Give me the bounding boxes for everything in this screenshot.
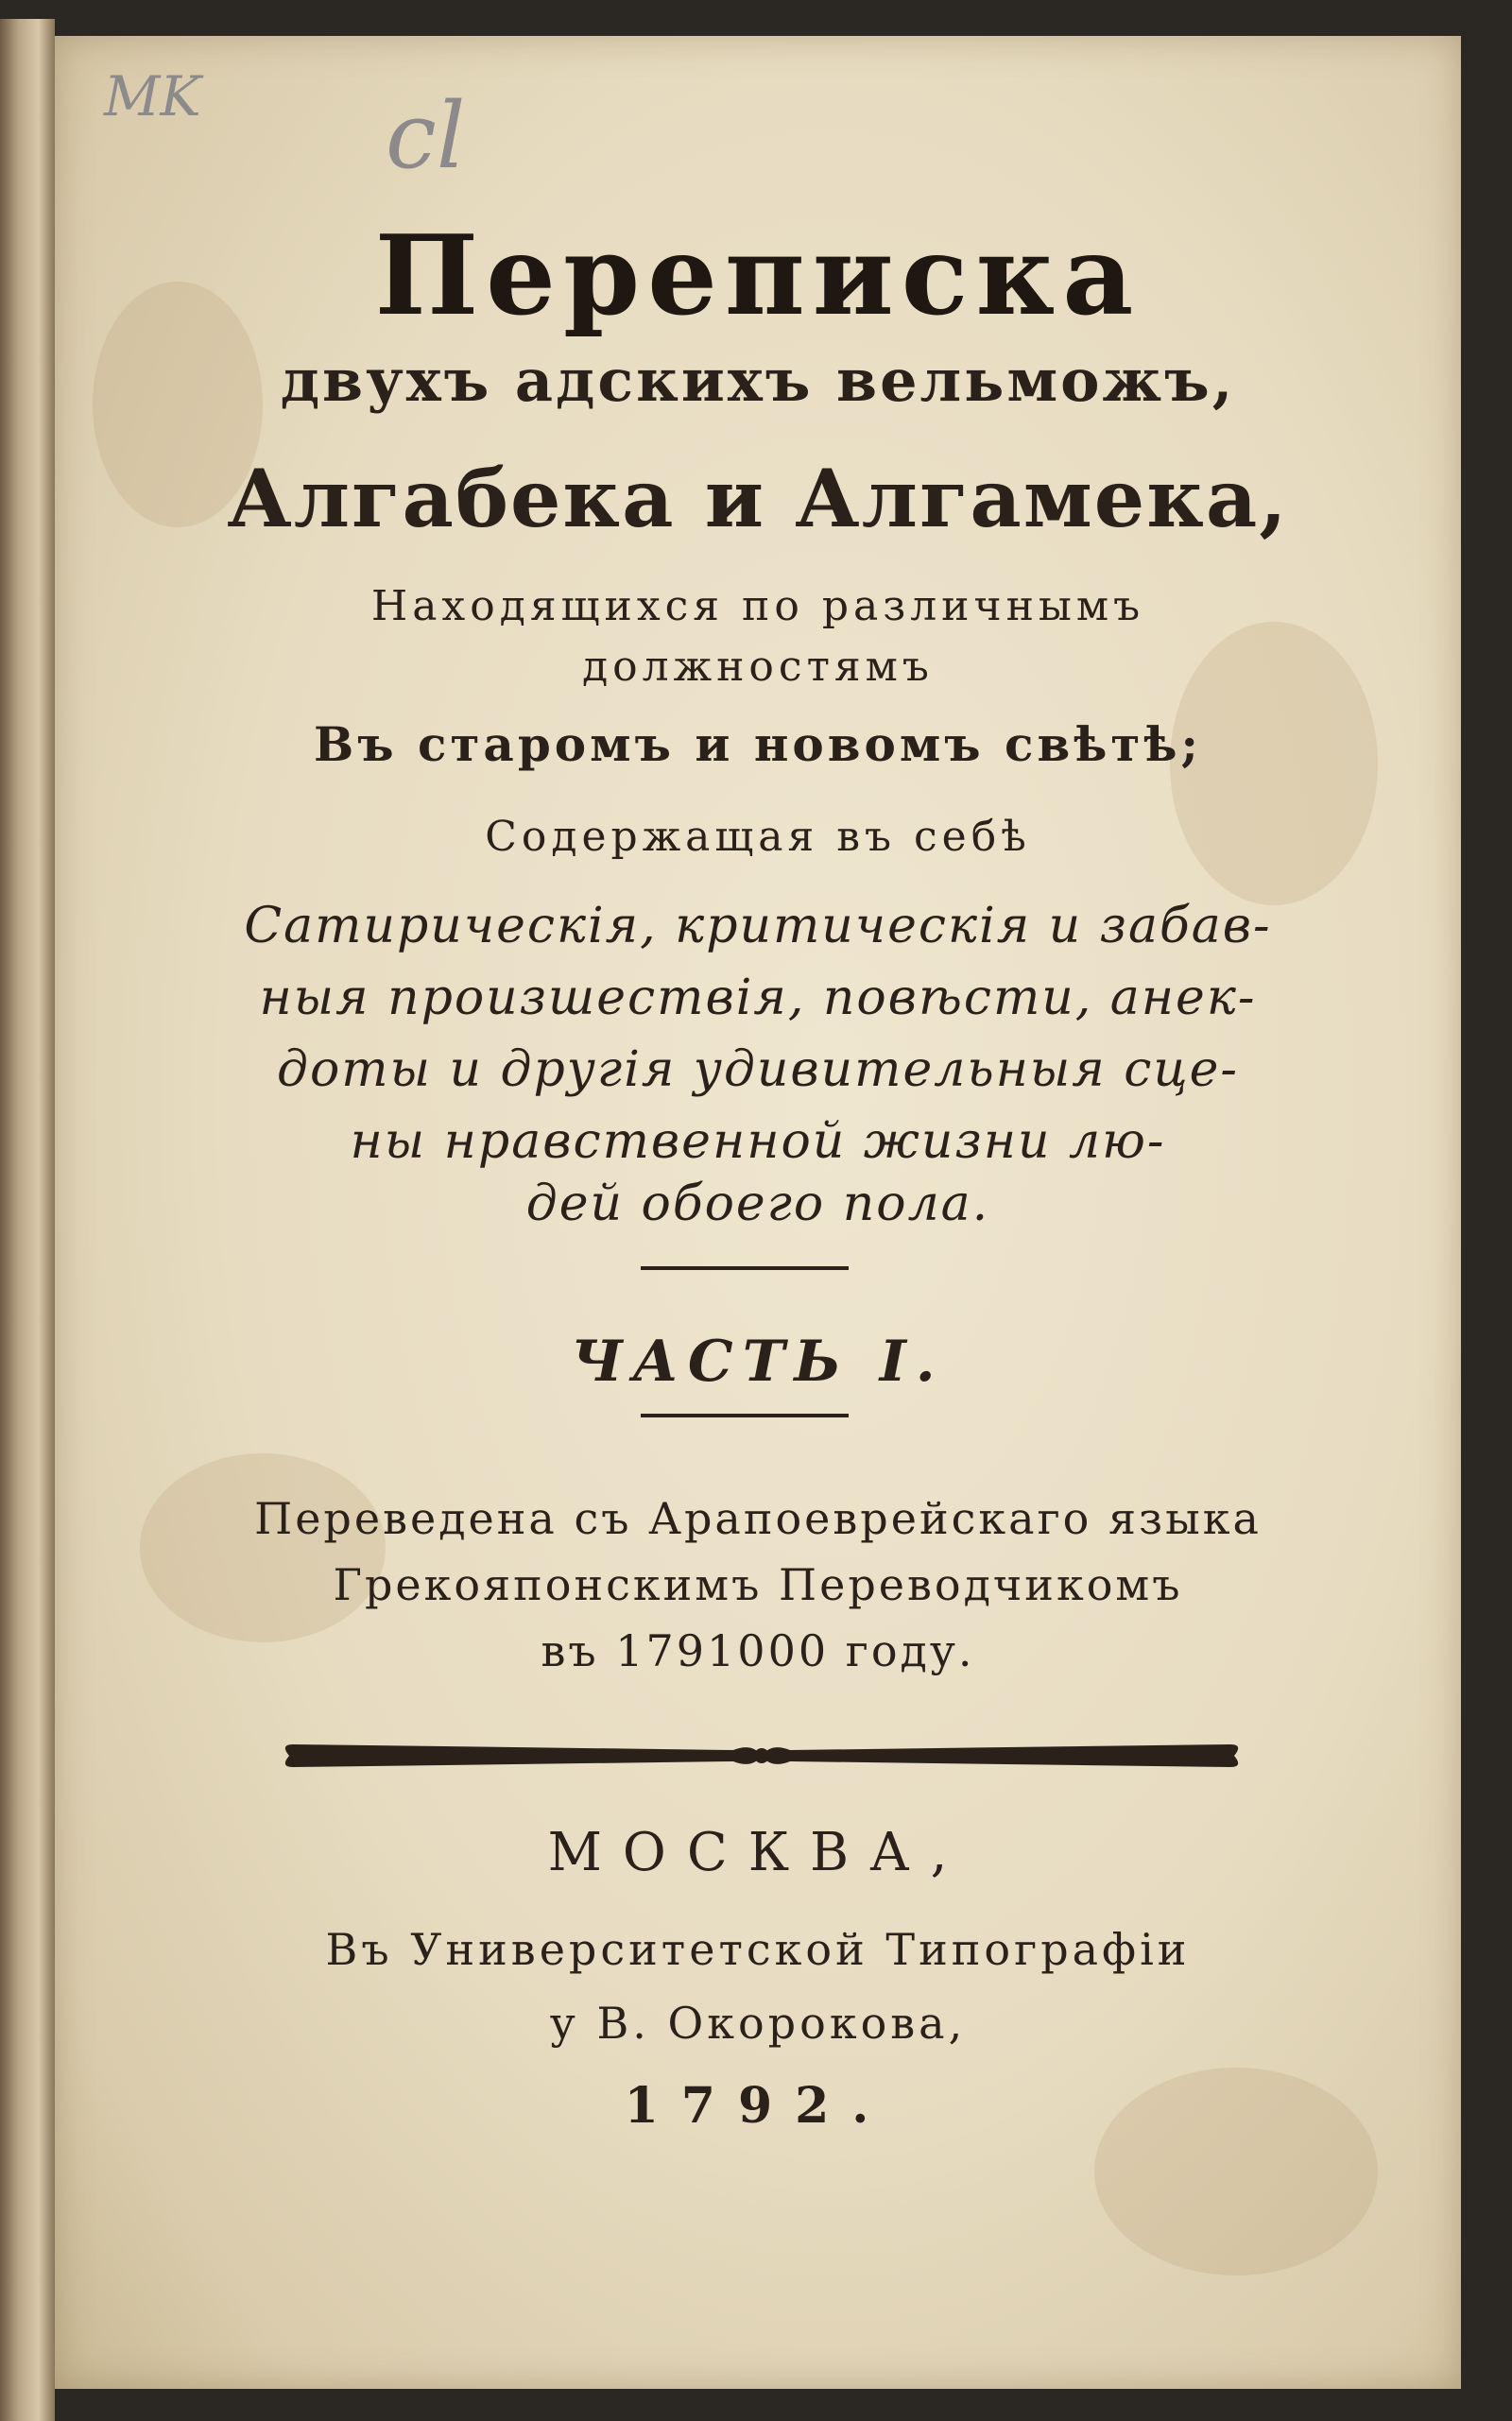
imprint-year: 1792. xyxy=(624,2077,892,2135)
part-number: ЧАСТЬ I. xyxy=(571,1329,945,1395)
ornamental-rule xyxy=(280,1737,1244,1775)
description-line: ны нравственной жизни лю- xyxy=(350,1113,1166,1170)
description-line: дей обоего пола. xyxy=(525,1176,990,1232)
description-line: доты и другія удивительныя сце- xyxy=(277,1041,1239,1098)
imprint-press: Въ Университетской Типографіи xyxy=(325,1924,1191,1975)
subtitle-line-3: Въ старомъ и новомъ свѣтѣ; xyxy=(313,716,1202,772)
title-main: Переписка xyxy=(374,212,1142,340)
translation-line: Переведена съ Арапоеврейскаго языка xyxy=(254,1493,1262,1544)
title-page xyxy=(55,36,1461,2389)
title-line-2: двухъ адскихъ вельможъ, xyxy=(280,346,1236,415)
pencil-note-corner: MK xyxy=(104,64,201,129)
description-line: Сатирическія, критическія и забав- xyxy=(244,898,1272,954)
subtitle-line-1: Находящихся по различнымъ xyxy=(370,582,1145,630)
subtitle-line-4: Содержащая въ себѣ xyxy=(485,813,1031,861)
subtitle-line-2: должностямъ xyxy=(582,643,934,691)
imprint-city: МОСКВА, xyxy=(547,1822,969,1883)
paper-stain xyxy=(140,1453,386,1642)
translation-line: Грекояпонскимъ Переводчикомъ xyxy=(333,1559,1183,1610)
divider-rule-top xyxy=(641,1266,849,1270)
imprint-printer: у В. Окорокова, xyxy=(549,1998,967,2049)
pencil-note-number: cl xyxy=(386,83,466,189)
book-spine xyxy=(0,19,55,2421)
title-line-3: Алгабека и Алгамека, xyxy=(227,452,1289,545)
description-line: ныя произшествія, повѣсти, анек- xyxy=(259,970,1257,1026)
divider-rule-bottom xyxy=(641,1414,849,1417)
translation-line: въ 1791000 году. xyxy=(541,1625,975,1676)
